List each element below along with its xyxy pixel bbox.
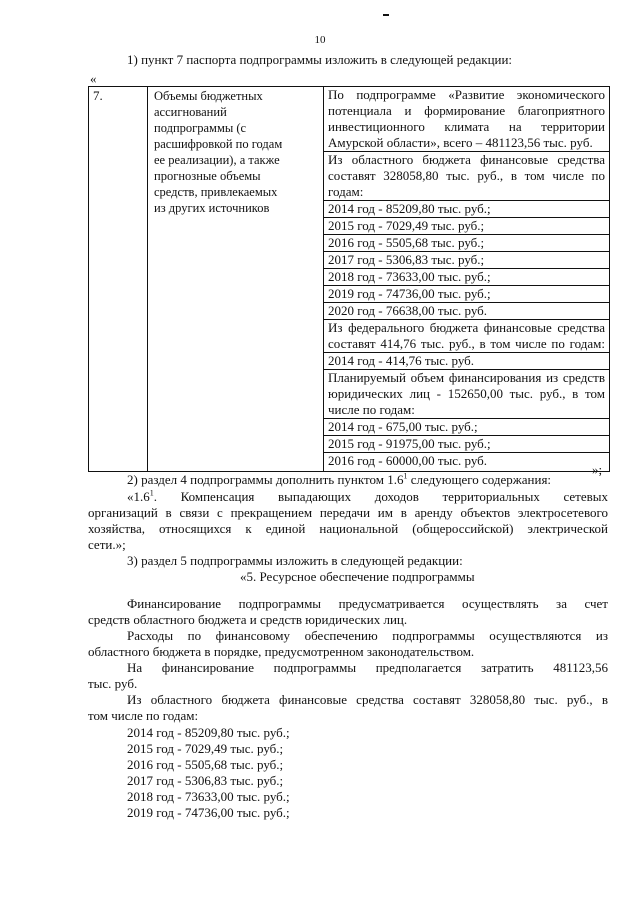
content-line: числе по годам: [328,402,415,417]
row-number: 7. [89,87,148,472]
year-item: 2018 год - 73633,00 тыс. руб.; [127,789,290,804]
item2-heading-tail: следующего содержания: [407,472,552,487]
content-line: юридических лиц - 152650,00 тыс. руб., в том [328,386,605,401]
label-line: из других источников [154,201,270,215]
paragraph-line: Расходы по финансовому обеспечению подпрограммы осуществляются из [127,628,608,643]
item3-heading: 3) раздел 5 подпрограммы изложить в следующей редакции: [127,553,463,568]
section5-title: «5. Ресурсное обеспечение подпрограммы [240,569,475,584]
year-item: 2015 год - 7029,49 тыс. руб.; [127,741,284,756]
paragraph-line: том числе по годам: [88,708,199,723]
content-line: 2014 год - 85209,80 тыс. руб.; [324,200,609,217]
label-line: Объемы бюджетных [154,89,263,103]
paragraph-line: Финансирование подпрограммы предусматривается осуществлять за счет [127,596,608,611]
passport-table [88,86,610,472]
label-line: ассигнований [154,105,227,119]
item2-paragraph-line: хозяйства, относящихся к единой национальной (общероссийской) электрической [88,521,608,536]
label-line: расшифровкой по годам [154,137,283,151]
paragraph-line: На финансирование подпрограммы предполагается затратить 481123,56 [127,660,608,675]
clause-number: «1.6 [127,489,150,504]
item1-heading: 1) пункт 7 паспорта подпрограммы изложить в следующей редакции: [127,52,513,67]
content-line: 2020 год - 76638,00 тыс. руб. [324,302,609,319]
item2-paragraph-line: организаций в связи с прекращением передачи им в аренду объектов электросетевого [88,505,608,520]
paragraph-line: областного бюджета в порядке, предусмотренном законодательством. [88,644,475,659]
content-line: 2016 год - 5505,68 тыс. руб.; [324,234,609,251]
content-line: составят 328058,80 тыс. руб., в том числе по [328,168,605,183]
content-line: 2016 год - 60000,00 тыс. руб. [324,452,609,471]
content-line: Планируемый объем финансирования из средств [324,369,609,386]
year-item: 2016 год - 5505,68 тыс. руб.; [127,757,284,772]
content-line: 2014 год - 675,00 тыс. руб.; [324,418,609,435]
content-line: 2014 год - 414,76 тыс. руб. [324,352,609,369]
superscript: 1 [403,471,408,481]
content-line: потенциала и формирование благоприятного [328,103,605,118]
row-label [148,87,324,472]
passport-row [89,87,610,472]
year-list [127,725,290,821]
year-item: 2014 год - 85209,80 тыс. руб.; [127,725,290,740]
clause-text: . Компенсация выпадающих доходов территориальных сетевых [153,489,608,504]
superscript: 1 [149,488,154,498]
content-line: 2015 год - 91975,00 тыс. руб.; [324,435,609,452]
paragraph-line: средств областного бюджета и средств юридических лиц. [88,612,408,627]
year-item: 2019 год - 74736,00 тыс. руб.; [127,805,290,820]
content-line: 2018 год - 73633,00 тыс. руб.; [324,268,609,285]
item2-paragraph-line [127,489,608,505]
content-line: составят 414,76 тыс. руб., в том числе по годам: [328,336,605,351]
content-line: Из федерального бюджета финансовые средства [324,319,609,336]
paragraph-line: тыс. руб. [88,676,138,691]
label-line: подпрограммы (с [154,121,247,135]
content-line: 2019 год - 74736,00 тыс. руб.; [324,285,609,302]
item2-heading-text: 2) раздел 4 подпрограммы дополнить пунктом 1.6 [127,472,404,487]
quote-open: « [90,71,97,86]
content-line: 2017 год - 5306,83 тыс. руб.; [324,251,609,268]
content-line: Амурской области», всего – 481123,56 тыс. руб. [328,135,593,150]
item2-heading [127,472,551,488]
content-line: По подпрограмме «Развитие экономического [328,87,605,102]
label-line: прогнозные объемы [154,169,261,183]
content-line: инвестиционного климата на территории [328,119,605,134]
row-content [324,87,610,472]
paragraph-line: Из областного бюджета финансовые средства составят 328058,80 тыс. руб., в [127,692,608,707]
content-line: 2015 год - 7029,49 тыс. руб.; [324,217,609,234]
quote-close: »; [592,462,603,477]
scan-mark [383,14,389,16]
page-number: 10 [314,34,326,46]
content-line: годам: [328,184,364,199]
label-line: ее реализации), а также [154,153,280,167]
year-item: 2017 год - 5306,83 тыс. руб.; [127,773,284,788]
content-line: Из областного бюджета финансовые средства [324,151,609,168]
item2-paragraph-line: сети.»; [88,537,126,552]
label-line: средств, привлекаемых [154,185,278,199]
